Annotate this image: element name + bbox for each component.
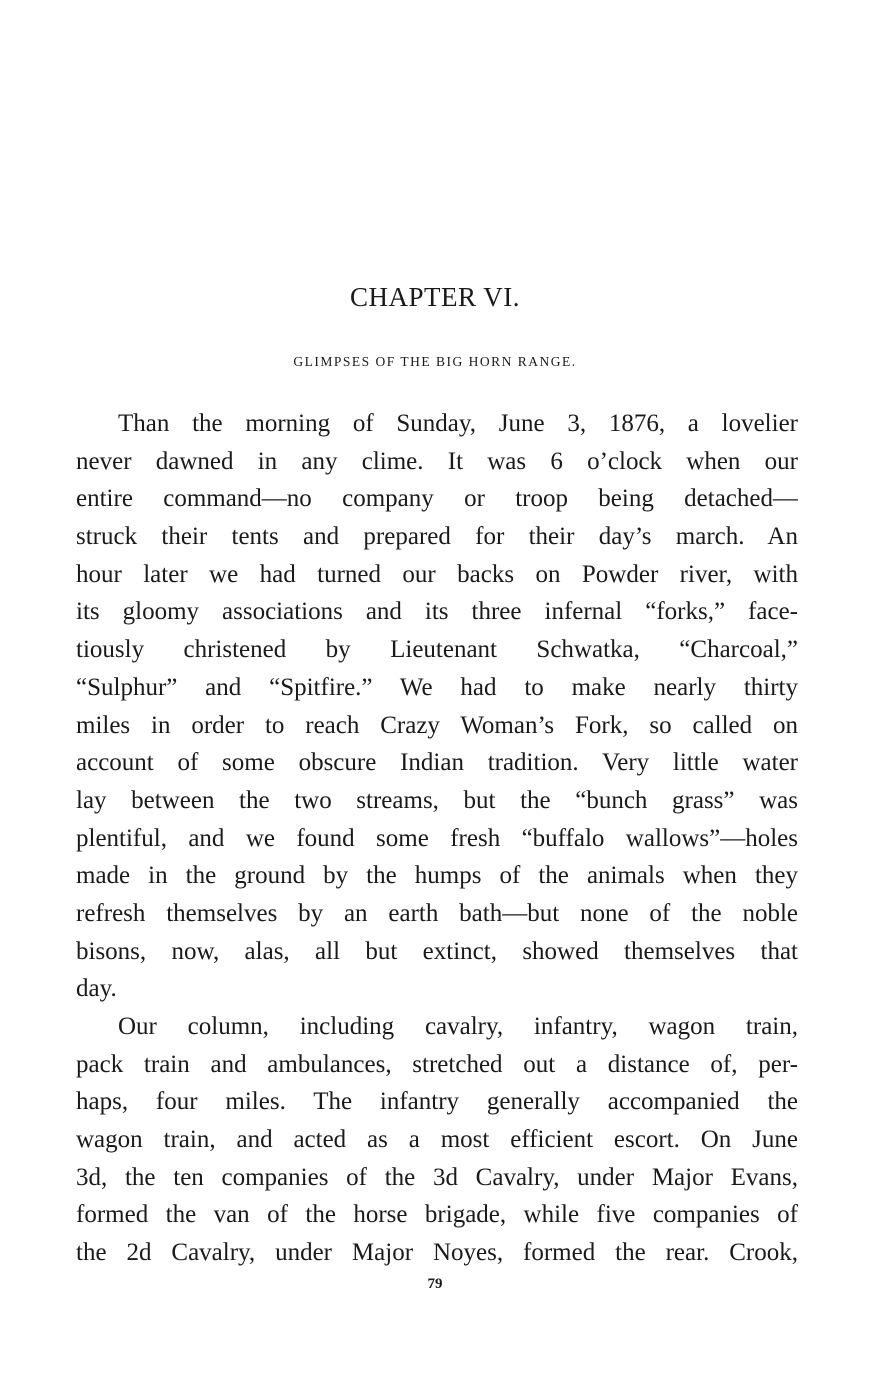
text-line: “Sulphur” and “Spitfire.” We had to make nearly thirty	[76, 673, 798, 701]
text-line: miles in order to reach Crazy Woman’s Fork, so called on	[76, 711, 798, 739]
text-line: pack train and ambulances, stretched out a distance of, per-	[76, 1050, 798, 1078]
text-line: haps, four miles. The infantry generally accompanied the	[76, 1088, 798, 1116]
text-line: Than the morning of Sunday, June 3, 1876, a lovelier	[118, 410, 798, 437]
text-line: Our column, including cavalry, infantry, wagon train,	[118, 1013, 798, 1040]
text-line: made in the ground by the humps of the animals when they	[76, 862, 798, 890]
text-line: wagon train, and acted as a most efficient escort. On June	[76, 1126, 798, 1154]
text-line: the 2d Cavalry, under Major Noyes, formed the rear. Crook,	[76, 1239, 798, 1267]
text-line: its gloomy associations and its three infernal “forks,” face-	[76, 598, 798, 626]
text-line: lay between the two streams, but the “bunch grass” was	[76, 786, 798, 814]
text-line: bisons, now, alas, all but extinct, showed themselves that	[76, 937, 798, 965]
text-line: struck their tents and prepared for their day’s march. An	[76, 523, 798, 551]
text-line: hour later we had turned our backs on Powder river, with	[76, 560, 798, 588]
text-line: entire command—no company or troop being detached—	[76, 485, 798, 513]
text-line: plentiful, and we found some fresh “buffalo wallows”—holes	[76, 824, 798, 852]
text-line: tiously christened by Lieutenant Schwatka, “Charcoal,”	[76, 636, 798, 664]
text-line: refresh themselves by an earth bath—but none of the noble	[76, 899, 798, 927]
text-line: never dawned in any clime. It was 6 o’clock when our	[76, 447, 798, 475]
text-line: day.	[76, 975, 117, 1003]
text-line: formed the van of the horse brigade, while five companies of	[76, 1201, 798, 1229]
body-text	[76, 405, 798, 1272]
text-line: 3d, the ten companies of the 3d Cavalry, under Major Evans,	[76, 1163, 798, 1191]
page-number: 79	[427, 1276, 443, 1292]
chapter-subtitle: GLIMPSES OF THE BIG HORN RANGE.	[293, 354, 577, 369]
chapter-title: CHAPTER VI.	[349, 282, 521, 312]
text-line: account of some obscure Indian tradition. Very little water	[76, 749, 798, 777]
